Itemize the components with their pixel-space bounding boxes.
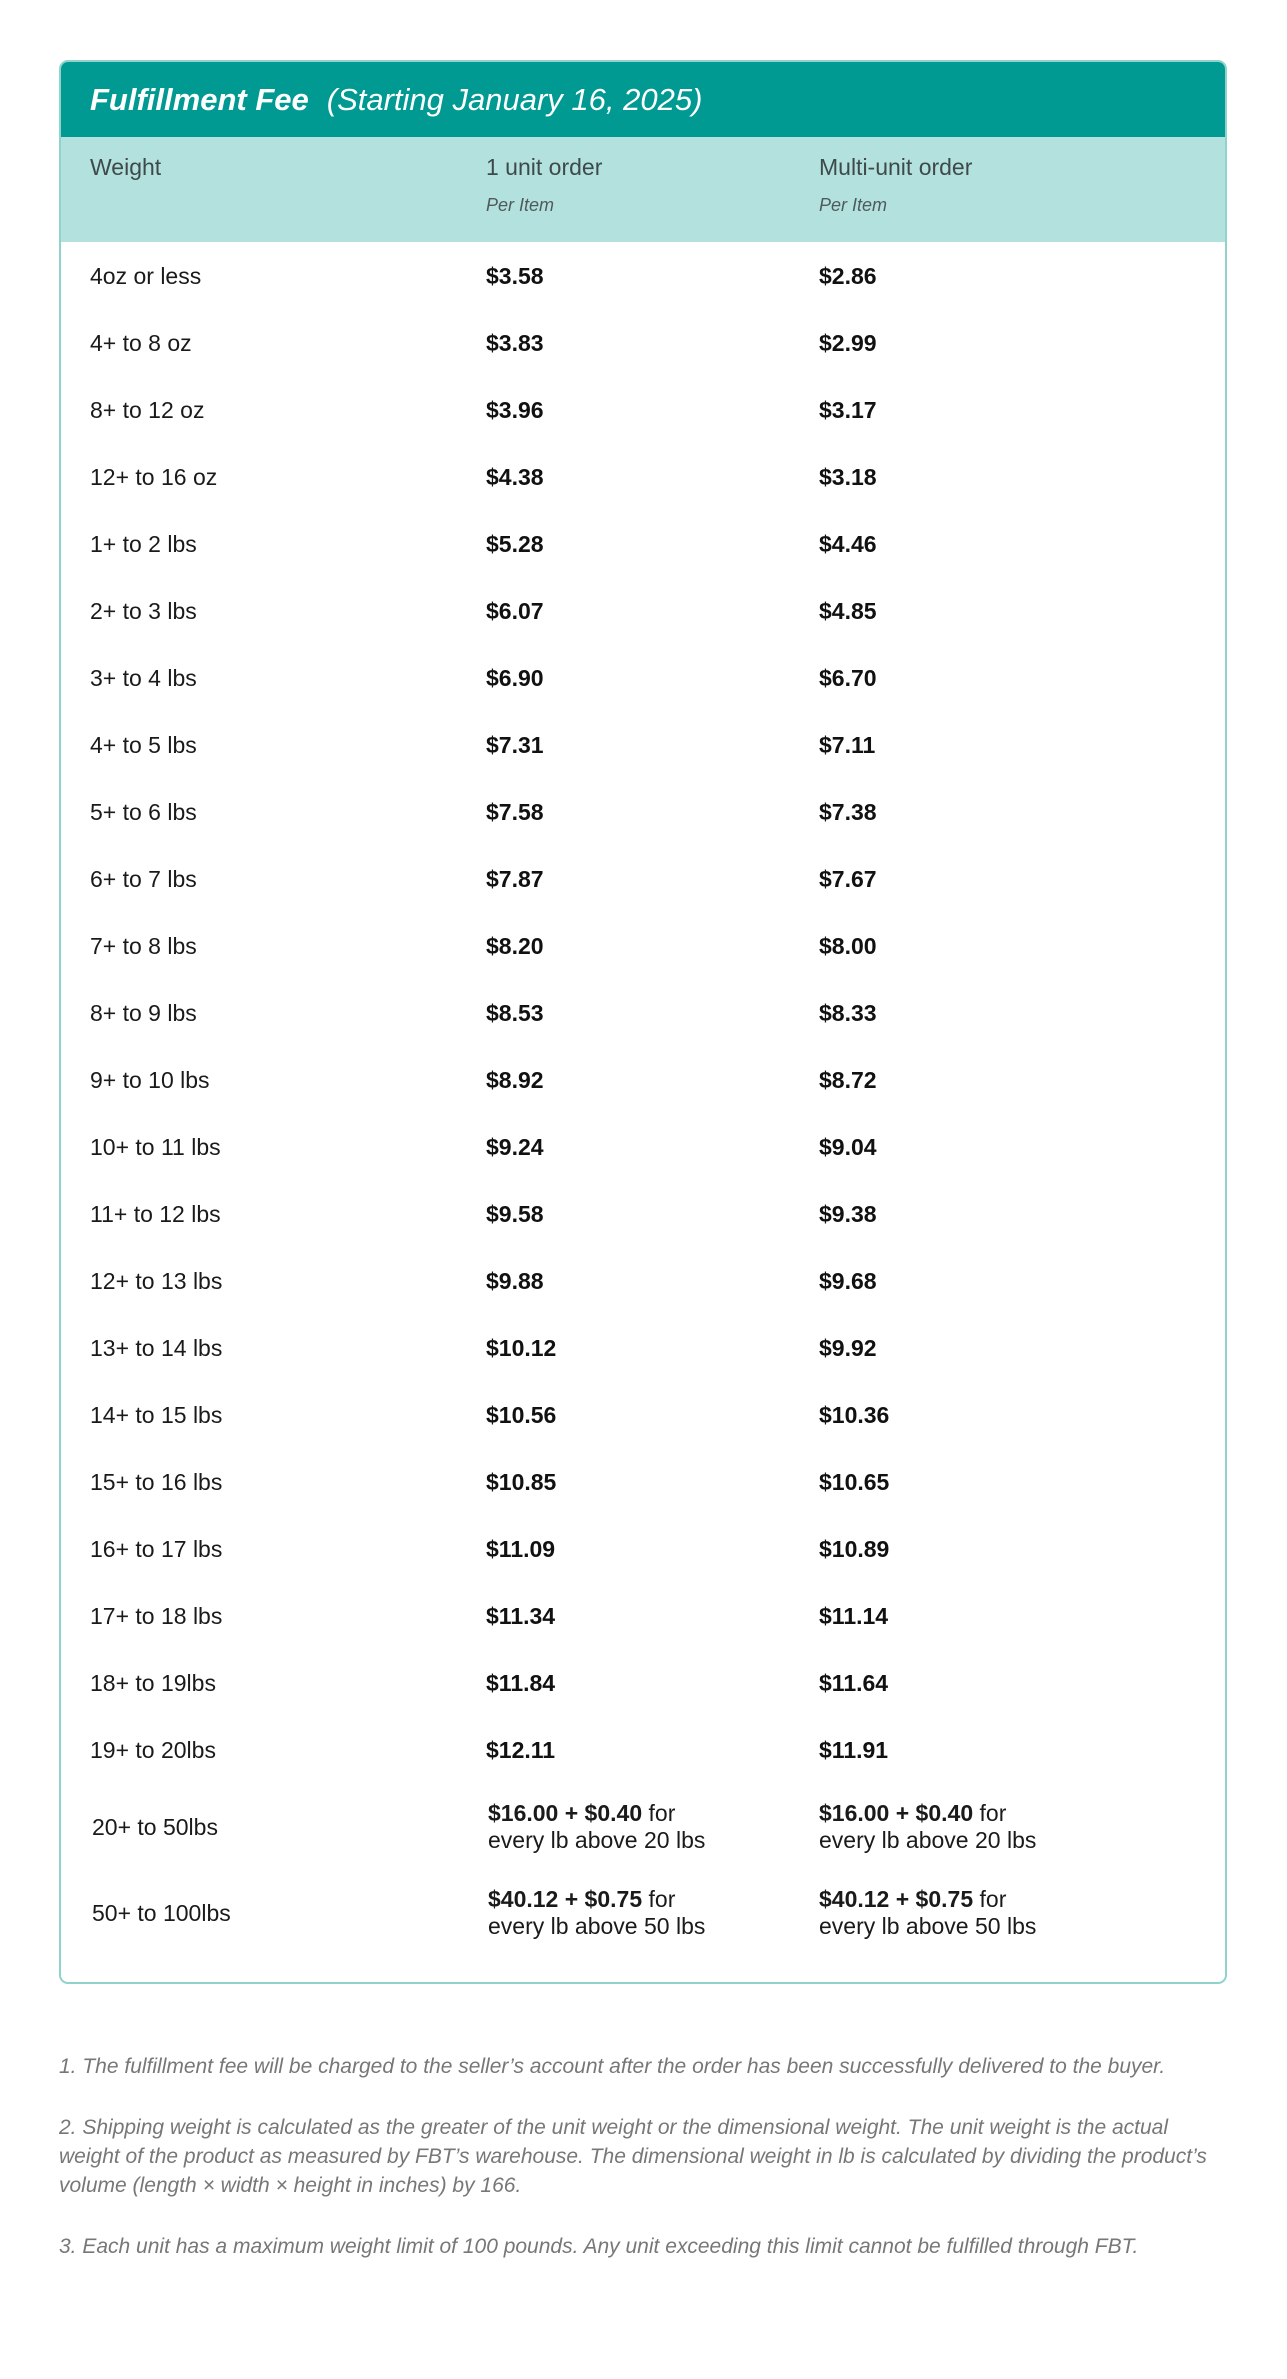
single-unit-price	[488, 1784, 705, 1870]
price-formula: $16.00 + $0.40	[819, 1800, 974, 1826]
table-row	[61, 578, 1225, 645]
multi-unit-price: $11.14	[819, 1603, 889, 1629]
table-row	[61, 1047, 1225, 1114]
single-unit-price: $5.28	[486, 531, 544, 557]
single-unit-price: $3.83	[486, 330, 544, 356]
single-unit-price: $11.84	[486, 1670, 556, 1696]
weight-cell: 6+ to 7 lbs	[90, 866, 197, 892]
weight-cell: 12+ to 13 lbs	[90, 1268, 223, 1294]
table-row	[61, 712, 1225, 779]
price-formula-suffix: for	[642, 1886, 676, 1912]
single-unit-price: $6.90	[486, 665, 544, 691]
table-row	[61, 1650, 1225, 1717]
single-unit-price: $8.53	[486, 1000, 544, 1026]
table-row	[61, 310, 1225, 377]
header-single-unit-sub: Per Item	[486, 195, 555, 215]
table-title-bar	[61, 62, 1225, 137]
table-row	[61, 377, 1225, 444]
table-row	[61, 1717, 1225, 1784]
weight-cell: 14+ to 15 lbs	[90, 1402, 223, 1428]
table-row	[61, 980, 1225, 1047]
weight-cell: 4+ to 5 lbs	[90, 732, 197, 758]
multi-unit-price: $7.67	[819, 866, 877, 892]
weight-cell: 11+ to 12 lbs	[90, 1201, 221, 1227]
footnote-3: 3. Each unit has a maximum weight limit of 100 pounds. Any unit exceeding this limit cannot be fulfilled through FBT.	[59, 2235, 1139, 2258]
single-unit-price: $12.11	[486, 1737, 556, 1763]
table-row	[61, 1315, 1225, 1382]
price-formula: $40.12 + $0.75	[819, 1886, 974, 1912]
multi-unit-price: $11.91	[819, 1737, 889, 1763]
multi-unit-price: $3.17	[819, 397, 877, 423]
multi-unit-price: $10.89	[819, 1536, 890, 1562]
weight-cell: 4+ to 8 oz	[90, 330, 192, 356]
single-unit-price: $9.58	[486, 1201, 544, 1227]
table-row	[61, 1248, 1225, 1315]
table-title: Fulfillment Fee	[90, 81, 309, 117]
table-row	[61, 243, 1225, 310]
multi-unit-price: $8.00	[819, 933, 877, 959]
footnote-2: 2. Shipping weight is calculated as the greater of the unit weight or the dimensional weight. The unit weight is the actual weight of the product as measured by FBT’s warehouse. The dimensional weight in lb is calculated by dividing the product’s volume (length × width × height in inches) by 166.	[59, 2116, 1207, 2197]
table-row	[61, 1870, 1225, 1956]
multi-unit-price: $9.68	[819, 1268, 877, 1294]
single-unit-price: $8.20	[486, 933, 544, 959]
multi-unit-price	[819, 1870, 1036, 1956]
price-formula: $16.00 + $0.40	[488, 1800, 643, 1826]
weight-cell: 19+ to 20lbs	[90, 1737, 216, 1763]
footnote-1: 1. The fulfillment fee will be charged to the seller’s account after the order has been successfully delivered to the buyer.	[59, 2055, 1166, 2078]
multi-unit-price: $9.04	[819, 1134, 877, 1160]
multi-unit-price: $10.65	[819, 1469, 890, 1495]
single-unit-price: $10.85	[486, 1469, 557, 1495]
single-unit-price: $10.12	[486, 1335, 557, 1361]
multi-unit-price: $6.70	[819, 665, 877, 691]
header-multi-unit-label: Multi-unit order	[819, 154, 973, 180]
price-formula-condition: every lb above 20 lbs	[488, 1827, 706, 1853]
header-single-unit	[486, 154, 602, 216]
multi-unit-price: $11.64	[819, 1670, 889, 1696]
single-unit-price: $3.58	[486, 263, 544, 289]
price-formula: $40.12 + $0.75	[488, 1886, 643, 1912]
single-unit-price: $7.58	[486, 799, 544, 825]
multi-unit-price	[819, 1784, 1036, 1870]
weight-cell: 7+ to 8 lbs	[90, 933, 197, 959]
weight-cell: 15+ to 16 lbs	[90, 1469, 223, 1495]
weight-cell: 20+ to 50lbs	[92, 1813, 218, 1840]
table-row	[61, 1382, 1225, 1449]
multi-unit-price: $7.38	[819, 799, 877, 825]
table-row	[61, 1583, 1225, 1650]
weight-cell: 12+ to 16 oz	[90, 464, 218, 490]
price-formula-suffix: for	[973, 1886, 1007, 1912]
table-row	[61, 1114, 1225, 1181]
header-weight	[90, 154, 161, 181]
multi-unit-price: $8.33	[819, 1000, 877, 1026]
multi-unit-price: $8.72	[819, 1067, 877, 1093]
single-unit-price: $8.92	[486, 1067, 544, 1093]
multi-unit-price: $3.18	[819, 464, 877, 490]
weight-cell: 13+ to 14 lbs	[90, 1335, 223, 1361]
weight-cell: 17+ to 18 lbs	[90, 1603, 223, 1629]
header-multi-unit-sub: Per Item	[819, 195, 888, 215]
table-row	[61, 645, 1225, 712]
weight-cell: 8+ to 9 lbs	[90, 1000, 197, 1026]
single-unit-price: $9.24	[486, 1134, 544, 1160]
table-header-row	[61, 137, 1225, 242]
weight-cell: 3+ to 4 lbs	[90, 665, 197, 691]
single-unit-price: $7.87	[486, 866, 544, 892]
weight-cell: 5+ to 6 lbs	[90, 799, 197, 825]
table-row	[61, 1181, 1225, 1248]
weight-cell: 18+ to 19lbs	[90, 1670, 216, 1696]
table-row	[61, 1449, 1225, 1516]
single-unit-price: $10.56	[486, 1402, 557, 1428]
price-formula-suffix: for	[973, 1800, 1007, 1826]
weight-cell: 1+ to 2 lbs	[90, 531, 197, 557]
weight-cell: 4oz or less	[90, 263, 202, 289]
table-row	[61, 1516, 1225, 1583]
table-subtitle: (Starting January 16, 2025)	[326, 81, 703, 117]
price-formula-condition: every lb above 20 lbs	[819, 1827, 1037, 1853]
multi-unit-price: $4.85	[819, 598, 877, 624]
footnotes	[59, 2052, 1209, 2293]
header-weight-label: Weight	[90, 154, 162, 180]
price-formula-condition: every lb above 50 lbs	[819, 1913, 1037, 1939]
weight-cell: 8+ to 12 oz	[90, 397, 205, 423]
multi-unit-price: $9.38	[819, 1201, 877, 1227]
table-row	[61, 913, 1225, 980]
table-row	[61, 444, 1225, 511]
weight-cell: 16+ to 17 lbs	[90, 1536, 223, 1562]
multi-unit-price: $10.36	[819, 1402, 890, 1428]
multi-unit-price: $9.92	[819, 1335, 877, 1361]
multi-unit-price: $2.86	[819, 263, 877, 289]
multi-unit-price: $7.11	[819, 732, 876, 758]
single-unit-price: $9.88	[486, 1268, 544, 1294]
price-formula-suffix: for	[642, 1800, 676, 1826]
single-unit-price: $4.38	[486, 464, 544, 490]
header-multi-unit	[819, 154, 972, 216]
weight-cell: 10+ to 11 lbs	[90, 1134, 221, 1160]
single-unit-price: $7.31	[486, 732, 544, 758]
price-formula-condition: every lb above 50 lbs	[488, 1913, 706, 1939]
single-unit-price: $3.96	[486, 397, 544, 423]
table-row	[61, 1784, 1225, 1870]
single-unit-price: $11.09	[486, 1536, 556, 1562]
weight-cell: 50+ to 100lbs	[92, 1899, 231, 1926]
single-unit-price: $11.34	[486, 1603, 556, 1629]
multi-unit-price: $2.99	[819, 330, 877, 356]
multi-unit-price: $4.46	[819, 531, 877, 557]
single-unit-price: $6.07	[486, 598, 544, 624]
weight-cell: 2+ to 3 lbs	[90, 598, 197, 624]
single-unit-price	[488, 1870, 705, 1956]
header-single-unit-label: 1 unit order	[486, 154, 603, 180]
table-row	[61, 511, 1225, 578]
table-row	[61, 779, 1225, 846]
table-row	[61, 846, 1225, 913]
fee-table-card	[59, 60, 1227, 1984]
table-body	[61, 242, 1225, 1956]
weight-cell: 9+ to 10 lbs	[90, 1067, 210, 1093]
